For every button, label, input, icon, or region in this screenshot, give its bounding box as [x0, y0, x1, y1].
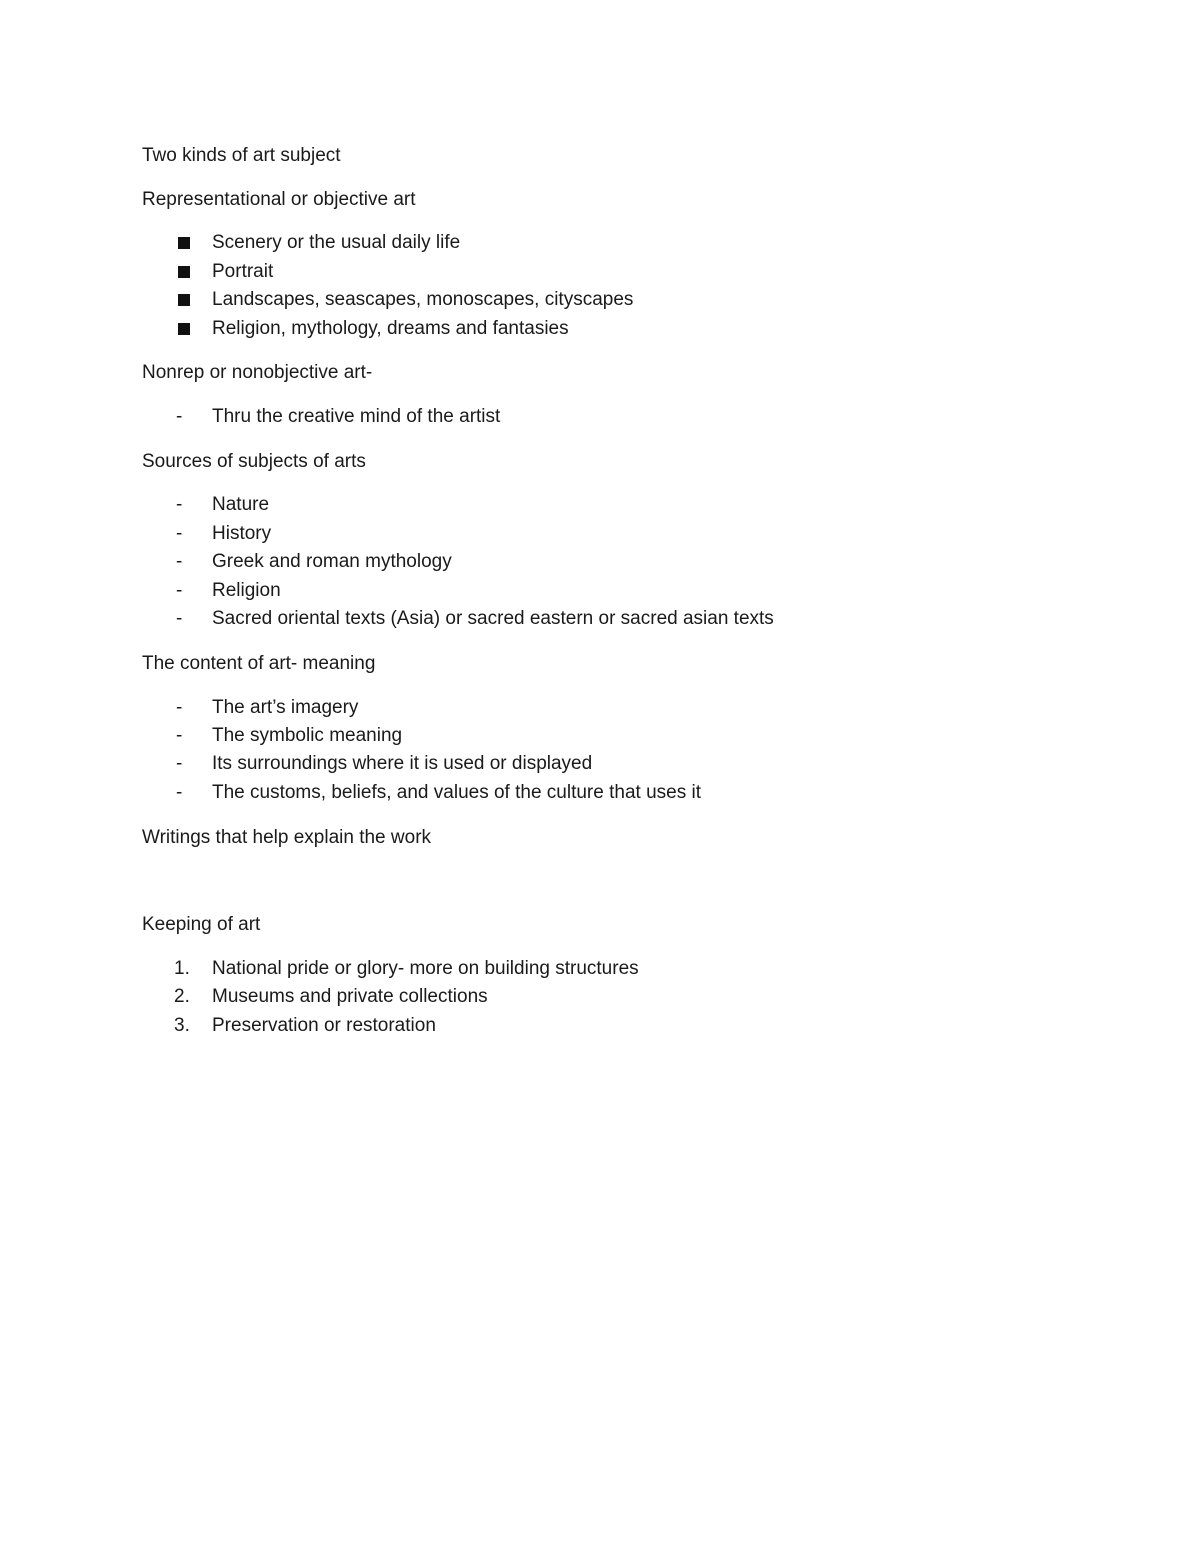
- list-item-label: Landscapes, seascapes, monoscapes, cityscapes: [212, 289, 634, 310]
- list-item-label: Greek and roman mythology: [212, 551, 452, 572]
- heading-writings: Writings that help explain the work: [142, 827, 432, 848]
- square-bullet-icon: [142, 232, 202, 254]
- square-bullet-icon: [142, 318, 202, 340]
- list-item-label: Its surroundings where it is used or displayed: [212, 753, 593, 774]
- dash-bullet: -: [176, 753, 183, 774]
- list-number: 2.: [174, 986, 190, 1007]
- dash-bullet: -: [176, 697, 183, 718]
- dash-bullet: -: [176, 725, 183, 746]
- square-bullet-icon: [142, 261, 202, 283]
- list-item-label: National pride or glory- more on building structures: [212, 958, 639, 979]
- heading-content: The content of art- meaning: [142, 653, 376, 674]
- dash-bullet: -: [176, 580, 183, 601]
- heading-two-kinds: Two kinds of art subject: [142, 145, 341, 166]
- heading-representational: Representational or objective art: [142, 189, 416, 210]
- list-item-label: Portrait: [212, 261, 274, 282]
- heading-nonrep: Nonrep or nonobjective art-: [142, 362, 373, 383]
- list-item-label: Religion, mythology, dreams and fantasies: [212, 318, 569, 339]
- dash-bullet: -: [176, 782, 183, 803]
- heading-keeping: Keeping of art: [142, 914, 261, 935]
- dash-bullet: -: [176, 551, 183, 572]
- list-item-label: Scenery or the usual daily life: [212, 232, 461, 253]
- list-item-label: Nature: [212, 494, 270, 515]
- list-item-label: Sacred oriental texts (Asia) or sacred eastern or sacred asian texts: [212, 608, 774, 629]
- square-bullet-icon: [142, 289, 202, 311]
- heading-sources: Sources of subjects of arts: [142, 451, 366, 472]
- list-item-label: History: [212, 523, 272, 544]
- list-item-label: Thru the creative mind of the artist: [212, 406, 501, 427]
- list-item-label: The art’s imagery: [212, 697, 359, 718]
- list-item-label: Museums and private collections: [212, 986, 488, 1007]
- list-item-label: Preservation or restoration: [212, 1015, 436, 1036]
- list-item-label: The customs, beliefs, and values of the culture that uses it: [212, 782, 701, 803]
- dash-bullet: -: [176, 494, 183, 515]
- dash-bullet: -: [176, 608, 183, 629]
- dash-bullet: -: [176, 523, 183, 544]
- list-item-label: Religion: [212, 580, 281, 601]
- list-item-label: The symbolic meaning: [212, 725, 403, 746]
- dash-bullet: -: [176, 406, 183, 427]
- list-number: 1.: [174, 958, 190, 979]
- list-number: 3.: [174, 1015, 190, 1036]
